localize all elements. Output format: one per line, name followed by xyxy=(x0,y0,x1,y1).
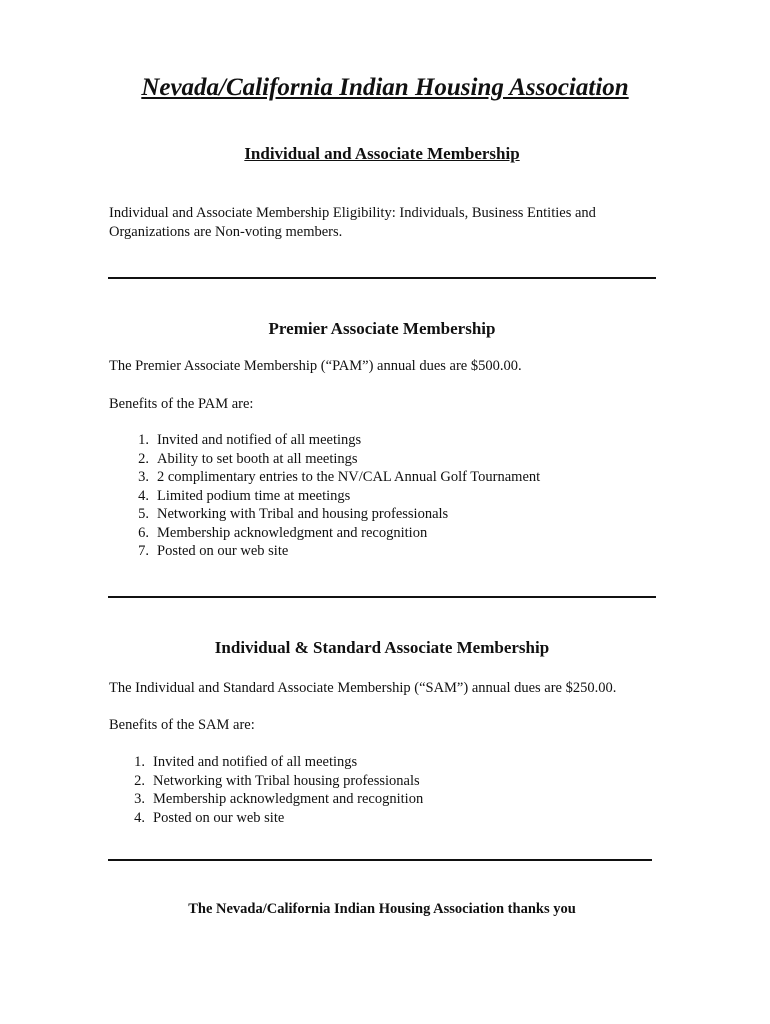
list-number: 4. xyxy=(134,809,145,826)
list-number: 2. xyxy=(138,450,149,467)
premier-benefits-list xyxy=(135,431,540,561)
list-item xyxy=(131,809,423,828)
eligibility-paragraph: Individual and Associate Membership Eligibility: Individuals, Business Entities and Organizations are Non-voting members. xyxy=(109,205,596,240)
list-text: Posted on our web site xyxy=(153,809,285,826)
section-divider xyxy=(108,859,652,861)
standard-dues-text: The Individual and Standard Associate Membership (“SAM”) annual dues are $250.00. xyxy=(109,680,617,696)
list-text: Limited podium time at meetings xyxy=(157,487,351,504)
list-text: Ability to set booth at all meetings xyxy=(157,450,358,467)
list-text: Posted on our web site xyxy=(157,543,289,559)
list-number: 2. xyxy=(134,772,145,789)
section-divider xyxy=(108,596,656,598)
standard-benefits-intro: Benefits of the SAM are: xyxy=(109,717,255,733)
document-subtitle: Individual and Associate Membership xyxy=(244,144,520,163)
list-item xyxy=(135,450,540,469)
list-number: 6. xyxy=(138,524,149,541)
section-divider xyxy=(108,277,656,279)
list-item xyxy=(131,790,423,809)
list-item xyxy=(135,487,540,506)
list-number: 3. xyxy=(134,791,145,807)
list-number: 7. xyxy=(138,543,149,559)
list-number: 4. xyxy=(138,487,149,504)
list-text: Membership acknowledgment and recognition xyxy=(157,524,428,541)
list-text: Networking with Tribal and housing professionals xyxy=(157,506,449,522)
list-text: Invited and notified of all meetings xyxy=(153,754,358,770)
list-number: 3. xyxy=(138,469,149,485)
premier-dues-text: The Premier Associate Membership (“PAM”) annual dues are $500.00. xyxy=(109,358,522,374)
list-text: Membership acknowledgment and recognition xyxy=(153,791,424,807)
list-item xyxy=(131,753,423,772)
list-text: Invited and notified of all meetings xyxy=(157,432,362,448)
standard-heading: Individual & Standard Associate Membership xyxy=(214,638,550,657)
list-item xyxy=(135,505,540,524)
document-title: Nevada/California Indian Housing Association xyxy=(141,74,629,101)
premier-heading: Premier Associate Membership xyxy=(268,319,496,338)
list-text: 2 complimentary entries to the NV/CAL Annual Golf Tournament xyxy=(157,469,541,485)
list-number: 1. xyxy=(134,754,145,770)
list-item xyxy=(135,524,540,543)
list-number: 1. xyxy=(138,432,149,448)
list-number: 5. xyxy=(138,506,149,522)
standard-benefits-list xyxy=(131,753,423,827)
list-text: Networking with Tribal housing professionals xyxy=(153,772,420,789)
list-item xyxy=(135,468,540,487)
list-item xyxy=(135,431,540,450)
list-item xyxy=(135,542,540,561)
list-item xyxy=(131,772,423,791)
premier-benefits-intro: Benefits of the PAM are: xyxy=(109,396,254,412)
footer-thanks: The Nevada/California Indian Housing Association thanks you xyxy=(188,901,576,917)
